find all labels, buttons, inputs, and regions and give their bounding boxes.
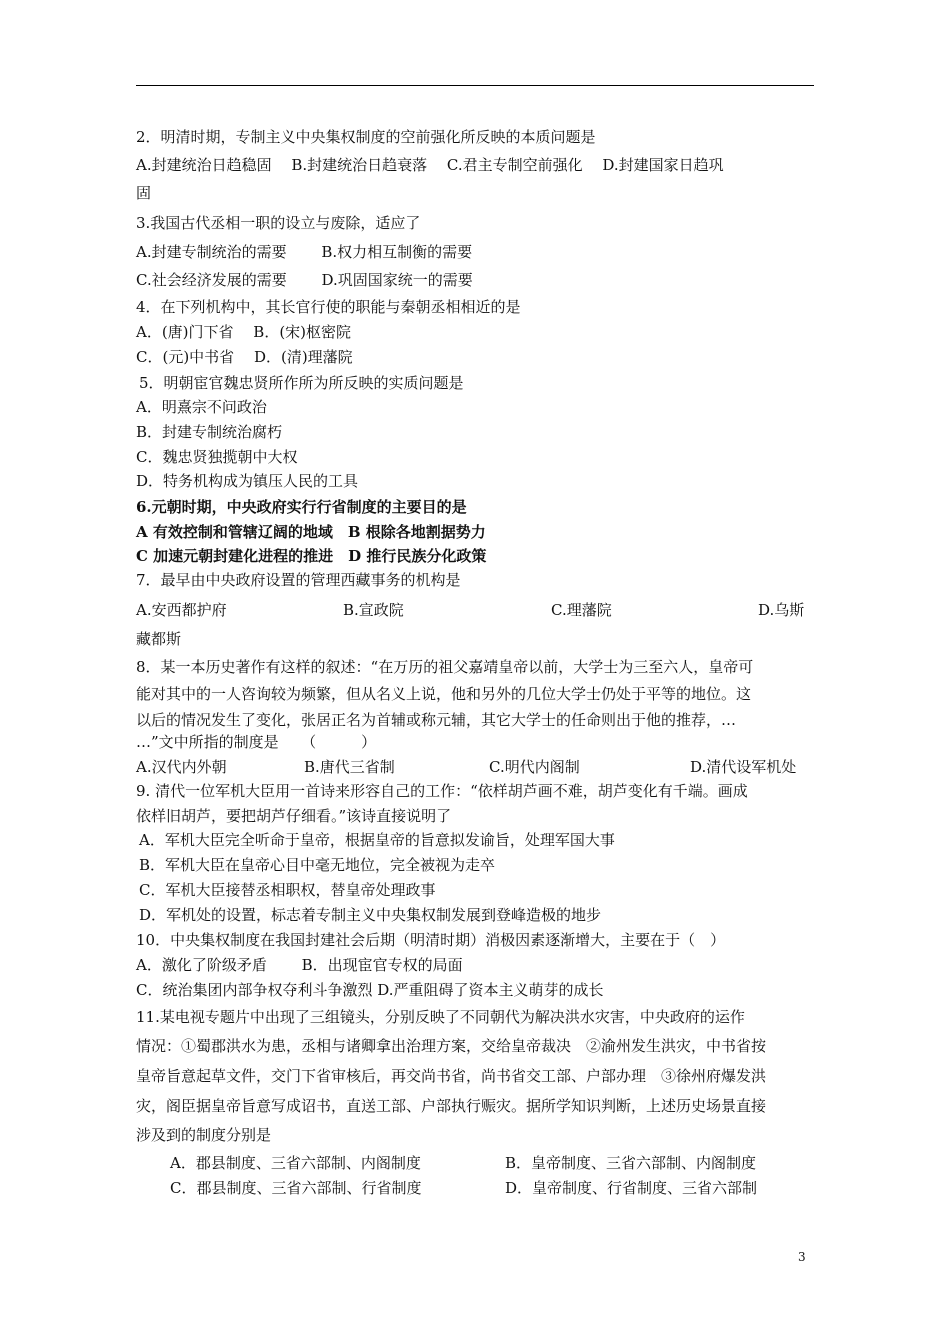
q10-options-ab: A．激化了阶级矛盾 B．出现宦官专权的局面 [136,956,463,974]
q6-options-cd: C 加速元朝封建化进程的推进 D 推行民族分化政策 [136,547,487,565]
question-3: 3.我国古代丞相一职的设立与废除，适应了 [136,214,421,232]
q11-text-2: 情况：①蜀郡洪水为患，丞相与诸卿拿出治理方案，交给皇帝裁决 ②渝州发生洪灾，中书省按 [136,1037,767,1055]
q10-options-cd: C．统治集团内部争权夺利斗争激烈 D.严重阻碍了资本主义萌芽的成长 [136,981,604,999]
q3-options-ab: A.封建专制统治的需要 B.权力相互制衡的需要 [136,243,473,261]
q11-text-5: 涉及到的制度分别是 [136,1126,272,1144]
q9-option-b: B．军机大臣在皇帝心目中毫无地位，完全被视为走卒 [139,856,496,874]
q7-option-a: A.安西都护府 [136,601,227,619]
q7-option-d: D.乌斯 [758,601,805,619]
q8-text-4: …”文中所指的制度是 （ ） [136,733,377,751]
q11-text-4: 灾，阁臣据皇帝旨意写成诏书，直送工部、户部执行赈灾。据所学知识判断，上述历史场景直接 [136,1097,767,1115]
q7-option-d-cont: 藏都斯 [136,630,182,648]
q8-option-a: A.汉代内外朝 [136,758,227,776]
q5-option-b: B．封建专制统治腐朽 [136,423,283,441]
q9-text-2: 依样旧胡芦，要把胡芦仔细看。”该诗直接说明了 [136,807,452,825]
q11-option-d: D．皇帝制度、行省制度、三省六部制 [505,1179,758,1197]
page-number: 3 [798,1250,806,1264]
q8-option-d: D.清代设军机处 [690,758,797,776]
q8-option-b: B.唐代三省制 [304,758,395,776]
q2-options: A.封建统治日趋稳固 B.封建统治日趋衰落 C.君主专制空前强化 D.封建国家日趋巩 [136,156,724,174]
header-rule [136,85,814,86]
question-7: 7．最早由中央政府设置的管理西藏事务的机构是 [136,571,461,589]
q9-option-c: C．军机大臣接替丞相职权，替皇帝处理政事 [139,881,436,899]
q8-option-c: C.明代内阁制 [489,758,580,776]
question-4: 4．在下列机构中，其长官行使的职能与秦朝丞相相近的是 [136,298,521,316]
q7-option-c: C.理藩院 [551,601,612,619]
question-9: 9. 清代一位军机大臣用一首诗来形容自己的工作：“依样胡芦画不难，胡芦变化有千端。画成 [136,782,748,800]
q9-option-a: A．军机大臣完全听命于皇帝，根据皇帝的旨意拟发谕旨，处理军国大事 [139,831,615,849]
q8-text-2: 能对其中的一人咨询较为频繁，但从名义上说，他和另外的几位大学士仍处于平等的地位。这 [136,685,752,703]
q8-text-3: 以后的情况发生了变化，张居正名为首辅或称元辅，其它大学士的任命则出于他的推荐，… [136,711,737,729]
q3-options-cd: C.社会经济发展的需要 D.巩固国家统一的需要 [136,271,473,289]
question-10: 10．中央集权制度在我国封建社会后期（明清时期）消极因素逐渐增大，主要在于（ ） [136,931,726,949]
question-8: 8．某一本历史著作有这样的叙述：“在万历的祖父嘉靖皇帝以前，大学士为三至六人，皇帝可 [136,658,754,676]
q2-options-cont: 固 [136,184,152,202]
question-2: 2．明清时期，专制主义中央集权制度的空前强化所反映的本质问题是 [136,128,596,146]
q11-text-3: 皇帝旨意起草文件，交门下省审核后，再交尚书省，尚书省交工部、户部办理 ③徐州府爆发洪 [136,1067,767,1085]
q11-option-b: B．皇帝制度、三省六部制、内阁制度 [505,1154,757,1172]
question-6: 6.元朝时期，中央政府实行行省制度的主要目的是 [136,498,467,516]
q4-options-cd: C．(元)中书省 D．(清)理藩院 [136,348,353,366]
q5-option-d: D．特务机构成为镇压人民的工具 [136,472,359,490]
q11-option-c: C．郡县制度、三省六部制、行省制度 [170,1179,422,1197]
q7-option-b: B.宣政院 [343,601,404,619]
q6-options-ab: A 有效控制和管辖辽阔的地域 B 根除各地割据势力 [136,523,486,541]
question-11: 11.某电视专题片中出现了三组镜头，分别反映了不同朝代为解决洪水灾害，中央政府的运作 [136,1008,745,1026]
q11-option-a: A．郡县制度、三省六部制、内阁制度 [170,1154,421,1172]
q4-options-ab: A．(唐)门下省 B．(宋)枢密院 [136,323,352,341]
q9-option-d: D．军机处的设置，标志着专制主义中央集权制发展到登峰造极的地步 [139,906,602,924]
question-5: 5．明朝宦官魏忠贤所作所为所反映的实质问题是 [139,374,464,392]
q5-option-a: A．明熹宗不问政治 [136,398,267,416]
q5-option-c: C．魏忠贤独揽朝中大权 [136,448,298,466]
